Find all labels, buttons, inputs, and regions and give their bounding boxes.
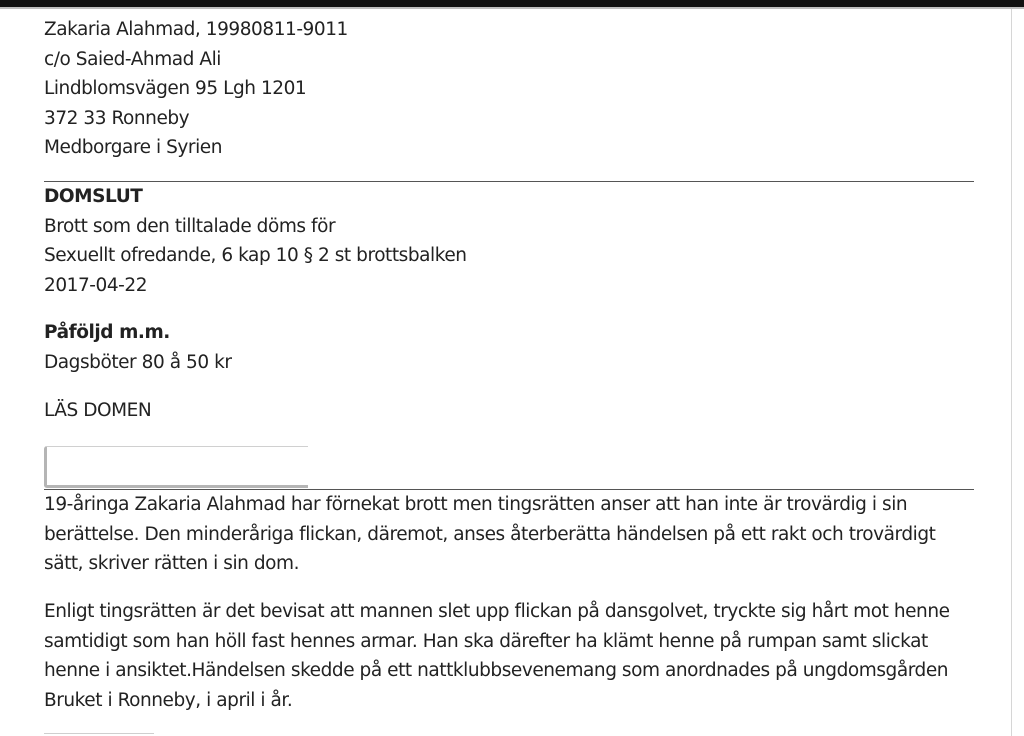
defendant-name: Zakaria Alahmad, 19980811-9011 <box>44 19 348 40</box>
sanction-value: Dagsböter 80 å 50 kr <box>44 351 232 373</box>
verdict-crime: Sexuellt ofredande, 6 kap 10 § 2 st brottsbalken <box>44 245 467 266</box>
article-paragraph-2: Enligt tingsrätten är det bevisat att mannen slet upp flickan på dansgolvet, tryckte sig hårt mot henne samtidigt som han höll fast hennes armar. Han ska därefter ha klämt henne på rumpan samt slickat henne i ansiktet.Händelsen skedde på ett nattklubbsevenemang som anordnades på ungdomsgården Bruket i Ronneby, i april i år. <box>44 601 950 711</box>
verdict-date: 2017-04-22 <box>44 274 148 296</box>
verdict-block <box>44 182 974 300</box>
defendant-city: 372 33 Ronneby <box>44 107 190 129</box>
scrollbar-track[interactable] <box>1011 9 1024 736</box>
embedded-frame <box>44 446 308 488</box>
sanction-block <box>44 318 974 377</box>
defendant-street: Lindblomsvägen 95 Lgh 1201 <box>44 78 307 99</box>
article-paragraph-1: 19-åringa Zakaria Alahmad har förnekat brott men tingsrätten anser att han inte är trovärdig i sin berättelse. Den minderåriga flickan, däremot, anses återberätta händelsen på ett rakt och trovärdigt sätt, skriver rätten i sin dom. <box>44 494 936 574</box>
window-top-bar <box>0 0 1024 7</box>
verdict-crime-label: Brott som den tilltalade döms för <box>44 215 336 237</box>
verdict-heading: DOMSLUT <box>44 186 143 207</box>
defendant-block <box>44 15 974 163</box>
read-verdict-block <box>44 396 974 426</box>
sanction-heading: Påföljd m.m. <box>44 322 170 343</box>
defendant-citizenship: Medborgare i Syrien <box>44 137 222 158</box>
window-top-shadow <box>0 7 1024 9</box>
defendant-co: c/o Saied-Ahmad Ali <box>44 48 221 70</box>
read-verdict-link[interactable]: LÄS DOMEN <box>44 400 152 421</box>
